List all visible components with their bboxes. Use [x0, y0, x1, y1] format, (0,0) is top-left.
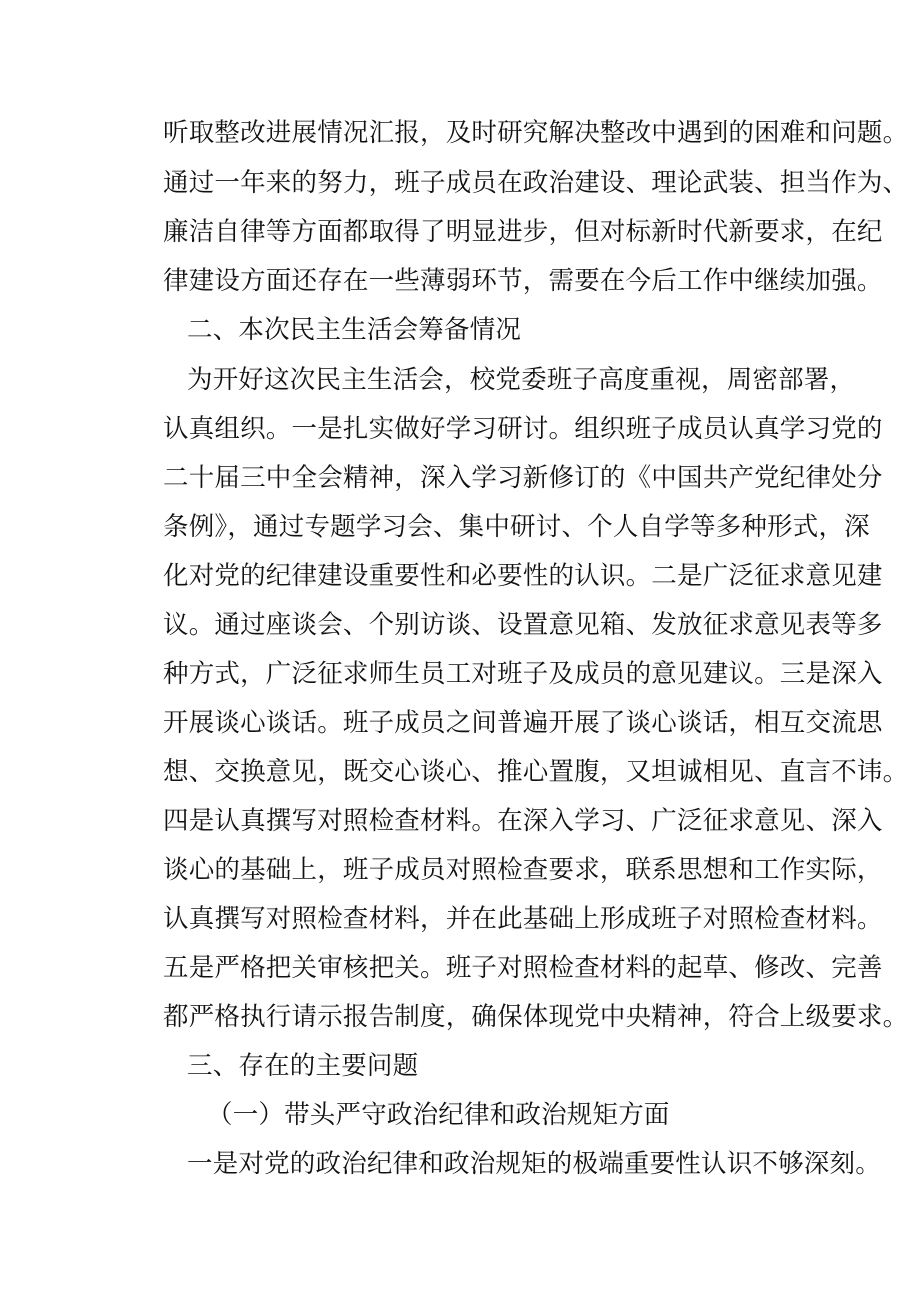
- paragraph-line: 为开好这次民主生活会，校党委班子高度重视，周密部署，: [187, 365, 856, 395]
- section-heading: 三、存在的主要问题: [187, 1051, 419, 1081]
- paragraph-line: 听取整改进展情况汇报，及时研究解决整改中遇到的困难和问题。: [163, 118, 909, 148]
- paragraph-line: 认真撰写对照检查材料，并在此基础上形成班子对照检查材料。: [163, 904, 883, 934]
- paragraph-line: 条例》，通过专题学习会、集中研讨、个人自学等多种形式，深: [163, 512, 870, 542]
- paragraph-line: 议。通过座谈会、个别访谈、设置意见箱、发放征求意见表等多: [163, 610, 883, 640]
- paragraph-line: 想、交换意见，既交心谈心、推心置腹，又坦诚相见、直言不讳。: [163, 757, 909, 787]
- paragraph-line: 谈心的基础上，班子成员对照检查要求，联系思想和工作实际，: [163, 855, 883, 885]
- paragraph-line: 都严格执行请示报告制度，确保体现党中央精神，符合上级要求。: [163, 1002, 909, 1032]
- paragraph-line: 四是认真撰写对照检查材料。在深入学习、广泛征求意见、深入: [163, 806, 883, 836]
- subsection-heading: （一）带头严守政治纪律和政治规矩方面: [207, 1100, 670, 1130]
- paragraph-line: 五是严格把关审核把关。班子对照检查材料的起草、修改、完善: [163, 953, 883, 983]
- paragraph-line: 种方式，广泛征求师生员工对班子及成员的意见建议。三是深入: [163, 659, 883, 689]
- paragraph-line: 廉洁自律等方面都取得了明显进步，但对标新时代新要求，在纪: [163, 217, 883, 247]
- section-heading: 二、本次民主生活会筹备情况: [187, 315, 522, 345]
- paragraph-line: 通过一年来的努力，班子成员在政治建设、理论武装、担当作为、: [163, 168, 909, 198]
- paragraph-line: 一是对党的政治纪律和政治规矩的极端重要性认识不够深刻。: [187, 1149, 881, 1179]
- paragraph-line: 认真组织。一是扎实做好学习研讨。组织班子成员认真学习党的: [163, 414, 883, 444]
- paragraph-line: 律建设方面还存在一些薄弱环节，需要在今后工作中继续加强。: [163, 266, 883, 296]
- paragraph-line: 化对党的纪律建设重要性和必要性的认识。二是广泛征求意见建: [163, 561, 883, 591]
- paragraph-line: 二十届三中全会精神，深入学习新修订的《中国共产党纪律处分: [163, 463, 883, 493]
- paragraph-line: 开展谈心谈话。班子成员之间普遍开展了谈心谈话，相互交流思: [163, 708, 883, 738]
